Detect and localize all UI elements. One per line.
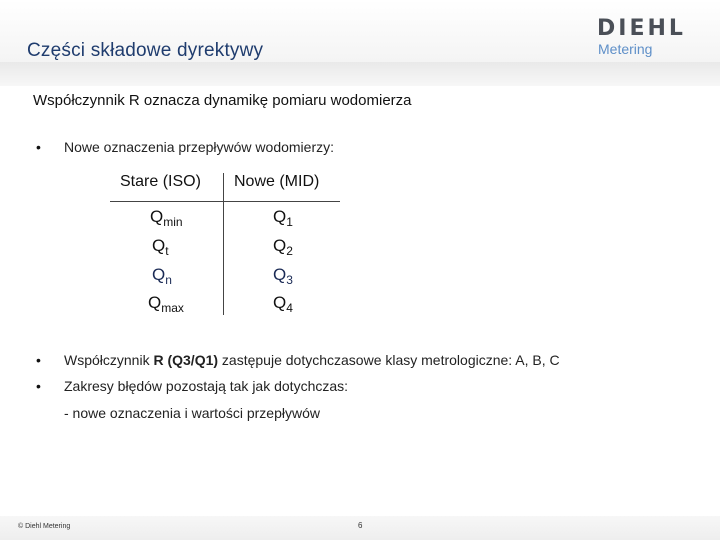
bullet-flow-labels: Nowe oznaczenia przepływów wodomierzy:	[64, 139, 335, 155]
bullet-ratio: Współczynnik R (Q3/Q1) zastępuje dotychczasowe klasy metrologiczne: A, B, C	[64, 352, 560, 368]
table-cell-mid: $Q_1$	[273, 207, 293, 229]
table-cell-mid: $Q_2$	[273, 236, 293, 258]
diehl-logo	[597, 16, 707, 60]
subtitle-pre: Współczynnik R oznacza	[33, 92, 204, 109]
table-header-divider	[110, 201, 340, 202]
logo-wordmark: DIEHL	[597, 16, 686, 41]
slide-title: Części składowe dyrektywy	[27, 40, 264, 61]
slide-subtitle	[33, 92, 412, 109]
table-cell-iso: $Q_{min}$	[150, 207, 183, 229]
table-cell-iso: $Q_{max}$	[148, 293, 184, 315]
table-header-iso: Stare (ISO)	[120, 173, 201, 190]
footer-copyright: © Diehl Metering	[18, 523, 71, 530]
table-cell-mid: $Q_3$	[273, 265, 293, 287]
table-cell-iso: $Q_n$	[152, 265, 172, 287]
subtitle-post: wodomierza	[326, 92, 412, 109]
note-line: - nowe oznaczenia i wartości przepływów	[64, 405, 320, 421]
header-rule	[0, 62, 720, 86]
table-column-divider	[223, 173, 224, 315]
table-cell-mid: $Q_4$	[273, 293, 293, 315]
logo-subtitle: Metering	[598, 41, 653, 57]
bullet-marker: •	[36, 139, 41, 155]
table-header-mid: Nowe (MID)	[234, 173, 320, 190]
table-cell-iso: $Q_t$	[152, 236, 169, 258]
bullet-marker: •	[36, 378, 41, 394]
page-number: 6	[358, 521, 363, 530]
subtitle-emphasis: dynamikę pomiaru	[203, 92, 327, 109]
bullet-error-ranges: Zakresy błędów pozostają tak jak dotychczas:	[64, 378, 349, 394]
bullet-marker: •	[36, 352, 41, 368]
